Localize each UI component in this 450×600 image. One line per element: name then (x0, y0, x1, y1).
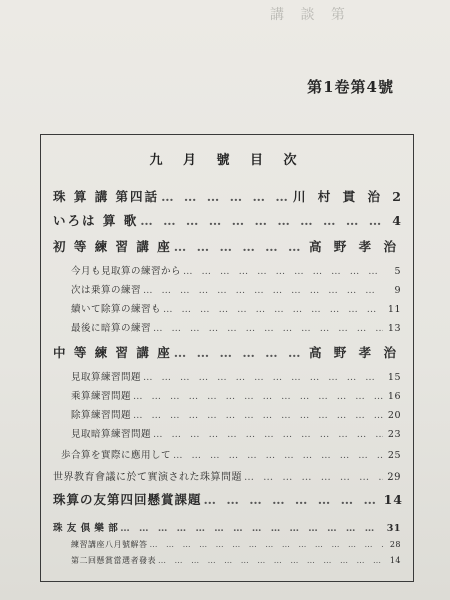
entry-page: 13 (387, 323, 401, 334)
entry-title: 除算練習問題 (71, 410, 132, 421)
entry-title: 見取暗算練習問題 (71, 429, 152, 440)
toc-entry (71, 282, 401, 296)
entry-title: 世界教育會議に於て實演された珠算問題 (53, 472, 242, 483)
leader-dots (174, 239, 307, 254)
entry-page: 5 (394, 266, 401, 277)
toc-entry (71, 320, 401, 334)
entry-page: 9 (394, 285, 401, 296)
entry-title: 珠 友 倶 樂 部 (53, 523, 119, 534)
leader-dots (158, 556, 383, 565)
entry-title: 乘算練習問題 (71, 391, 132, 402)
bleed-through-heading: 講 談 第 (270, 7, 351, 23)
entry-author: 高 野 孝 治 (308, 345, 400, 360)
toc-entry (71, 539, 401, 550)
leader-dots (140, 213, 385, 228)
entry-title: 次は乗算の練習 (71, 285, 142, 296)
entry-page: 11 (387, 304, 401, 315)
entry-title: 第二回懸賞當選者發表 (71, 556, 156, 565)
entry-page: 29 (387, 472, 401, 483)
entry-title: 初 等 練 習 講 座 (53, 239, 172, 254)
toc-entry (53, 237, 403, 255)
leader-dots (143, 372, 383, 383)
entry-page: 2 (392, 189, 403, 204)
leader-dots (173, 450, 383, 461)
leader-dots (143, 285, 383, 296)
entry-page: 4 (392, 213, 403, 228)
toc-entry (53, 343, 403, 361)
leader-dots (133, 391, 383, 402)
leader-dots (150, 540, 384, 549)
entry-title: 歩合算を實際に應用して (61, 450, 172, 461)
entry-title: いろは 算 歌 (53, 213, 139, 228)
toc-entry (71, 301, 401, 315)
leader-dots (204, 492, 382, 507)
leader-dots (120, 523, 383, 534)
leader-dots (161, 189, 291, 204)
toc-entry (53, 468, 401, 483)
toc-entry (71, 407, 401, 421)
entry-page: 14 (383, 492, 403, 507)
entry-page: 15 (387, 372, 401, 383)
toc-entry (71, 555, 401, 566)
entry-title: 最後に暗算の練習 (71, 323, 152, 334)
leader-dots (153, 323, 383, 334)
toc-entry (71, 426, 401, 440)
table-of-contents (40, 134, 414, 582)
toc-title: 九 月 號 目 次 (149, 153, 305, 168)
leader-dots (244, 472, 383, 483)
entry-title: 今月も見取算の練習から (71, 266, 182, 277)
entry-page: 31 (386, 523, 401, 534)
leader-dots (163, 304, 383, 315)
entry-author: 高 野 孝 治 (308, 239, 400, 254)
entry-title: 見取算練習問題 (71, 372, 142, 383)
leader-dots (183, 266, 383, 277)
volume-number: 第1卷第4號 (307, 78, 394, 96)
entry-title: 珠算の友第四回懸賞課題 (53, 492, 202, 507)
entry-page: 16 (387, 391, 401, 402)
entry-title: 續いて除算の練習も (71, 304, 162, 315)
toc-entry (53, 490, 403, 508)
entry-title: 珠 算 講 第四話 (53, 189, 160, 204)
entry-page: 25 (387, 450, 401, 461)
toc-entry (53, 520, 401, 534)
entry-title: 練習講座八月號解答 (71, 540, 148, 549)
toc-entry (71, 388, 401, 402)
toc-entry (71, 369, 401, 383)
toc-entry (53, 187, 403, 205)
entry-page: 20 (387, 410, 401, 421)
entry-page: 23 (387, 429, 401, 440)
toc-entry (71, 263, 401, 277)
entry-author: 川 村 貫 治 (292, 189, 384, 204)
leader-dots (174, 345, 307, 360)
leader-dots (153, 429, 383, 440)
toc-entry (53, 211, 403, 229)
entry-page: 14 (389, 556, 401, 565)
entry-title: 中 等 練 習 講 座 (53, 345, 172, 360)
toc-entry (61, 447, 401, 461)
entry-page: 28 (389, 540, 401, 549)
leader-dots (133, 410, 383, 421)
